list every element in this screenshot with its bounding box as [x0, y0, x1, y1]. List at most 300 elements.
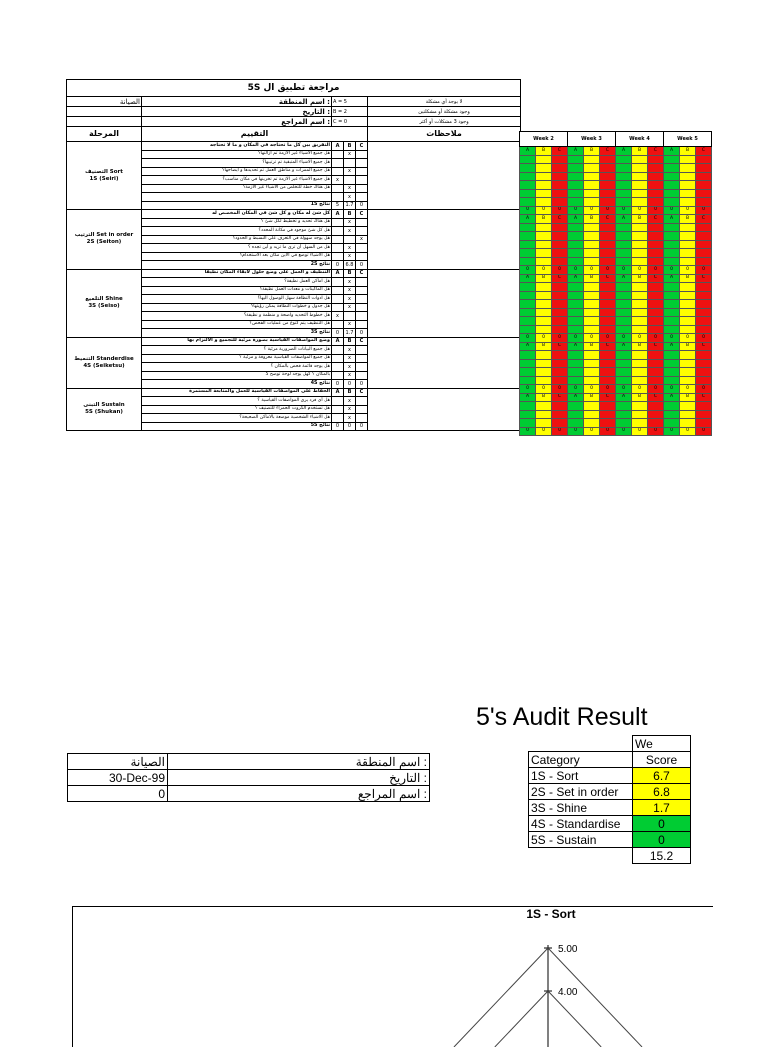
week-mark-cell[interactable]	[616, 240, 632, 249]
week-mark-cell[interactable]	[600, 410, 616, 419]
week-mark-cell[interactable]	[616, 351, 632, 360]
mark-b[interactable]: x	[344, 244, 356, 253]
mark-b[interactable]: x	[344, 354, 356, 363]
week-mark-cell[interactable]	[680, 189, 696, 198]
week-mark-cell[interactable]	[536, 308, 552, 317]
week-mark-cell[interactable]	[536, 359, 552, 368]
week-mark-cell[interactable]	[584, 308, 600, 317]
week-mark-cell[interactable]	[584, 249, 600, 258]
week-mark-cell[interactable]	[552, 240, 568, 249]
week-mark-cell[interactable]	[648, 181, 664, 190]
mark-c[interactable]	[356, 397, 368, 406]
week-mark-cell[interactable]	[664, 257, 680, 266]
week-mark-cell[interactable]	[696, 317, 712, 326]
week-mark-cell[interactable]	[648, 368, 664, 377]
week-mark-cell[interactable]	[648, 300, 664, 309]
week-mark-cell[interactable]	[568, 257, 584, 266]
week-mark-cell[interactable]	[600, 249, 616, 258]
week-mark-cell[interactable]	[616, 198, 632, 207]
week-mark-cell[interactable]	[584, 257, 600, 266]
week-mark-cell[interactable]	[584, 223, 600, 232]
week-mark-cell[interactable]	[680, 249, 696, 258]
week-mark-cell[interactable]	[568, 325, 584, 334]
week-mark-cell[interactable]	[680, 359, 696, 368]
week-mark-cell[interactable]	[552, 189, 568, 198]
week-mark-cell[interactable]	[568, 291, 584, 300]
week-mark-cell[interactable]	[600, 232, 616, 241]
week-mark-cell[interactable]	[696, 376, 712, 385]
week-mark-cell[interactable]	[648, 376, 664, 385]
week-mark-cell[interactable]	[664, 223, 680, 232]
week-mark-cell[interactable]	[584, 351, 600, 360]
mark-c[interactable]	[356, 252, 368, 261]
mark-a[interactable]	[332, 244, 344, 253]
week-mark-cell[interactable]	[536, 181, 552, 190]
week-mark-cell[interactable]	[664, 164, 680, 173]
week-mark-cell[interactable]	[696, 308, 712, 317]
week-mark-cell[interactable]	[584, 359, 600, 368]
week-mark-cell[interactable]	[536, 249, 552, 258]
week-mark-cell[interactable]	[584, 283, 600, 292]
week-mark-cell[interactable]	[648, 291, 664, 300]
week-mark-cell[interactable]	[600, 308, 616, 317]
week-mark-cell[interactable]	[616, 317, 632, 326]
week-mark-cell[interactable]	[584, 240, 600, 249]
week-mark-cell[interactable]	[648, 155, 664, 164]
week-mark-cell[interactable]	[552, 402, 568, 411]
week-mark-cell[interactable]	[568, 359, 584, 368]
week-mark-cell[interactable]	[536, 317, 552, 326]
mark-c[interactable]	[356, 320, 368, 329]
week-mark-cell[interactable]	[584, 164, 600, 173]
week-mark-cell[interactable]	[616, 232, 632, 241]
week-mark-cell[interactable]	[680, 198, 696, 207]
week-mark-cell[interactable]	[680, 419, 696, 428]
week-mark-cell[interactable]	[536, 283, 552, 292]
week-mark-cell[interactable]	[600, 419, 616, 428]
week-mark-cell[interactable]	[600, 368, 616, 377]
week-mark-cell[interactable]	[632, 325, 648, 334]
week-mark-cell[interactable]	[600, 402, 616, 411]
week-mark-cell[interactable]	[520, 368, 536, 377]
week-mark-cell[interactable]	[600, 325, 616, 334]
week-mark-cell[interactable]	[632, 317, 648, 326]
week-mark-cell[interactable]	[632, 257, 648, 266]
week-mark-cell[interactable]	[568, 164, 584, 173]
mark-a[interactable]	[332, 235, 344, 244]
week-mark-cell[interactable]	[648, 419, 664, 428]
mark-c[interactable]	[356, 193, 368, 202]
week-mark-cell[interactable]	[664, 181, 680, 190]
mark-c[interactable]	[356, 405, 368, 414]
week-mark-cell[interactable]	[552, 249, 568, 258]
mark-c[interactable]	[356, 227, 368, 236]
week-mark-cell[interactable]	[616, 189, 632, 198]
week-mark-cell[interactable]	[664, 198, 680, 207]
week-mark-cell[interactable]	[536, 402, 552, 411]
week-mark-cell[interactable]	[584, 232, 600, 241]
week-mark-cell[interactable]	[616, 325, 632, 334]
week-mark-cell[interactable]	[520, 249, 536, 258]
week-mark-cell[interactable]	[600, 283, 616, 292]
week-mark-cell[interactable]	[536, 198, 552, 207]
week-mark-cell[interactable]	[664, 308, 680, 317]
week-mark-cell[interactable]	[584, 325, 600, 334]
week-mark-cell[interactable]	[696, 223, 712, 232]
mark-a[interactable]	[332, 371, 344, 380]
week-mark-cell[interactable]	[632, 351, 648, 360]
week-mark-cell[interactable]	[536, 223, 552, 232]
week-mark-cell[interactable]	[520, 419, 536, 428]
week-mark-cell[interactable]	[520, 181, 536, 190]
week-mark-cell[interactable]	[648, 232, 664, 241]
week-mark-cell[interactable]	[600, 223, 616, 232]
week-mark-cell[interactable]	[680, 155, 696, 164]
week-mark-cell[interactable]	[664, 240, 680, 249]
week-mark-cell[interactable]	[632, 164, 648, 173]
mark-b[interactable]: x	[344, 363, 356, 372]
week-mark-cell[interactable]	[520, 155, 536, 164]
week-mark-cell[interactable]	[568, 232, 584, 241]
mark-c[interactable]	[356, 167, 368, 176]
week-mark-cell[interactable]	[520, 402, 536, 411]
week-mark-cell[interactable]	[616, 172, 632, 181]
week-mark-cell[interactable]	[648, 351, 664, 360]
week-mark-cell[interactable]	[600, 376, 616, 385]
week-mark-cell[interactable]	[696, 351, 712, 360]
week-mark-cell[interactable]	[600, 240, 616, 249]
week-mark-cell[interactable]	[520, 300, 536, 309]
mark-b[interactable]: x	[344, 218, 356, 227]
week-mark-cell[interactable]	[616, 402, 632, 411]
week-mark-cell[interactable]	[536, 164, 552, 173]
week-mark-cell[interactable]	[696, 368, 712, 377]
week-mark-cell[interactable]	[536, 325, 552, 334]
mark-a[interactable]	[332, 227, 344, 236]
week-mark-cell[interactable]	[584, 368, 600, 377]
week-mark-cell[interactable]	[648, 283, 664, 292]
week-mark-cell[interactable]	[616, 181, 632, 190]
week-mark-cell[interactable]	[600, 291, 616, 300]
week-mark-cell[interactable]	[648, 410, 664, 419]
week-mark-cell[interactable]	[632, 376, 648, 385]
week-mark-cell[interactable]	[520, 291, 536, 300]
week-mark-cell[interactable]	[600, 155, 616, 164]
week-mark-cell[interactable]	[616, 164, 632, 173]
week-mark-cell[interactable]	[616, 155, 632, 164]
week-mark-cell[interactable]	[536, 368, 552, 377]
week-mark-cell[interactable]	[696, 359, 712, 368]
week-mark-cell[interactable]	[680, 240, 696, 249]
week-mark-cell[interactable]	[680, 402, 696, 411]
mark-b[interactable]: x	[344, 397, 356, 406]
week-mark-cell[interactable]	[696, 198, 712, 207]
week-mark-cell[interactable]	[600, 189, 616, 198]
week-mark-cell[interactable]	[664, 155, 680, 164]
week-mark-cell[interactable]	[600, 317, 616, 326]
week-mark-cell[interactable]	[648, 189, 664, 198]
week-mark-cell[interactable]	[632, 283, 648, 292]
week-mark-cell[interactable]	[584, 198, 600, 207]
week-mark-cell[interactable]	[568, 317, 584, 326]
week-mark-cell[interactable]	[600, 359, 616, 368]
week-mark-cell[interactable]	[600, 351, 616, 360]
week-mark-cell[interactable]	[680, 172, 696, 181]
week-mark-cell[interactable]	[648, 198, 664, 207]
week-mark-cell[interactable]	[696, 291, 712, 300]
mark-c[interactable]	[356, 159, 368, 168]
week-mark-cell[interactable]	[568, 351, 584, 360]
mark-c[interactable]	[356, 303, 368, 312]
mark-a[interactable]	[332, 354, 344, 363]
mark-b[interactable]: x	[344, 405, 356, 414]
week-mark-cell[interactable]	[664, 376, 680, 385]
week-mark-cell[interactable]	[568, 240, 584, 249]
week-mark-cell[interactable]	[664, 368, 680, 377]
week-mark-cell[interactable]	[520, 376, 536, 385]
week-mark-cell[interactable]	[520, 351, 536, 360]
week-mark-cell[interactable]	[536, 240, 552, 249]
week-mark-cell[interactable]	[552, 198, 568, 207]
mark-b[interactable]	[344, 159, 356, 168]
week-mark-cell[interactable]	[568, 283, 584, 292]
week-mark-cell[interactable]	[536, 376, 552, 385]
week-mark-cell[interactable]	[536, 257, 552, 266]
week-mark-cell[interactable]	[664, 291, 680, 300]
week-mark-cell[interactable]	[696, 419, 712, 428]
week-mark-cell[interactable]	[664, 283, 680, 292]
week-mark-cell[interactable]	[616, 410, 632, 419]
mark-a[interactable]	[332, 414, 344, 423]
mark-c[interactable]	[356, 346, 368, 355]
week-mark-cell[interactable]	[696, 283, 712, 292]
week-mark-cell[interactable]	[520, 359, 536, 368]
mark-a[interactable]	[332, 397, 344, 406]
mark-c[interactable]	[356, 244, 368, 253]
week-mark-cell[interactable]	[696, 410, 712, 419]
week-mark-cell[interactable]	[600, 198, 616, 207]
week-mark-cell[interactable]	[552, 325, 568, 334]
week-mark-cell[interactable]	[680, 181, 696, 190]
mark-b[interactable]: x	[344, 320, 356, 329]
week-mark-cell[interactable]	[680, 232, 696, 241]
mark-c[interactable]	[356, 295, 368, 304]
week-mark-cell[interactable]	[536, 300, 552, 309]
week-mark-cell[interactable]	[616, 291, 632, 300]
mark-b[interactable]: x	[344, 184, 356, 193]
week-mark-cell[interactable]	[536, 172, 552, 181]
mark-b[interactable]	[344, 235, 356, 244]
week-mark-cell[interactable]	[568, 198, 584, 207]
week-mark-cell[interactable]	[632, 240, 648, 249]
week-mark-cell[interactable]	[680, 223, 696, 232]
week-mark-cell[interactable]	[552, 283, 568, 292]
mark-c[interactable]	[356, 176, 368, 185]
week-mark-cell[interactable]	[616, 308, 632, 317]
week-mark-cell[interactable]	[632, 232, 648, 241]
week-mark-cell[interactable]	[680, 300, 696, 309]
mark-a[interactable]	[332, 346, 344, 355]
week-mark-cell[interactable]	[520, 240, 536, 249]
week-mark-cell[interactable]	[552, 257, 568, 266]
week-mark-cell[interactable]	[616, 249, 632, 258]
week-mark-cell[interactable]	[648, 308, 664, 317]
mark-a[interactable]	[332, 320, 344, 329]
week-mark-cell[interactable]	[632, 249, 648, 258]
week-mark-cell[interactable]	[616, 257, 632, 266]
week-mark-cell[interactable]	[552, 172, 568, 181]
week-mark-cell[interactable]	[680, 317, 696, 326]
week-mark-cell[interactable]	[616, 283, 632, 292]
week-mark-cell[interactable]	[600, 164, 616, 173]
week-mark-cell[interactable]	[584, 376, 600, 385]
week-mark-cell[interactable]	[600, 300, 616, 309]
mark-a[interactable]	[332, 159, 344, 168]
week-mark-cell[interactable]	[584, 172, 600, 181]
mark-a[interactable]: x	[332, 312, 344, 321]
week-mark-cell[interactable]	[536, 155, 552, 164]
week-mark-cell[interactable]	[616, 368, 632, 377]
mark-c[interactable]	[356, 278, 368, 287]
mark-c[interactable]	[356, 150, 368, 159]
week-mark-cell[interactable]	[696, 189, 712, 198]
week-mark-cell[interactable]	[520, 232, 536, 241]
mark-a[interactable]	[332, 150, 344, 159]
week-mark-cell[interactable]	[696, 240, 712, 249]
week-mark-cell[interactable]	[696, 164, 712, 173]
week-mark-cell[interactable]	[568, 376, 584, 385]
mark-c[interactable]	[356, 363, 368, 372]
week-mark-cell[interactable]	[520, 198, 536, 207]
week-mark-cell[interactable]	[664, 172, 680, 181]
week-mark-cell[interactable]	[616, 359, 632, 368]
week-mark-cell[interactable]	[664, 351, 680, 360]
mark-c[interactable]	[356, 218, 368, 227]
week-mark-cell[interactable]	[648, 223, 664, 232]
mark-c[interactable]: x	[356, 235, 368, 244]
week-mark-cell[interactable]	[616, 419, 632, 428]
week-mark-cell[interactable]	[664, 249, 680, 258]
week-mark-cell[interactable]	[584, 317, 600, 326]
week-mark-cell[interactable]	[600, 257, 616, 266]
week-mark-cell[interactable]	[632, 419, 648, 428]
mark-a[interactable]	[332, 363, 344, 372]
week-mark-cell[interactable]	[680, 257, 696, 266]
mark-a[interactable]	[332, 405, 344, 414]
week-mark-cell[interactable]	[552, 317, 568, 326]
week-mark-cell[interactable]	[632, 359, 648, 368]
mark-c[interactable]	[356, 184, 368, 193]
week-mark-cell[interactable]	[664, 410, 680, 419]
week-mark-cell[interactable]	[568, 189, 584, 198]
week-mark-cell[interactable]	[536, 291, 552, 300]
mark-b[interactable]: x	[344, 371, 356, 380]
mark-a[interactable]	[332, 295, 344, 304]
week-mark-cell[interactable]	[536, 351, 552, 360]
week-mark-cell[interactable]	[568, 308, 584, 317]
week-mark-cell[interactable]	[520, 325, 536, 334]
mark-a[interactable]	[332, 218, 344, 227]
week-mark-cell[interactable]	[648, 317, 664, 326]
week-mark-cell[interactable]	[632, 410, 648, 419]
week-mark-cell[interactable]	[696, 257, 712, 266]
week-mark-cell[interactable]	[680, 368, 696, 377]
week-mark-cell[interactable]	[664, 300, 680, 309]
week-mark-cell[interactable]	[584, 300, 600, 309]
week-mark-cell[interactable]	[568, 249, 584, 258]
week-mark-cell[interactable]	[520, 317, 536, 326]
week-mark-cell[interactable]	[552, 164, 568, 173]
week-mark-cell[interactable]	[584, 189, 600, 198]
week-mark-cell[interactable]	[664, 359, 680, 368]
week-mark-cell[interactable]	[552, 181, 568, 190]
mark-b[interactable]	[344, 176, 356, 185]
week-mark-cell[interactable]	[520, 172, 536, 181]
week-mark-cell[interactable]	[568, 300, 584, 309]
week-mark-cell[interactable]	[584, 181, 600, 190]
mark-b[interactable]: x	[344, 346, 356, 355]
week-mark-cell[interactable]	[520, 189, 536, 198]
week-mark-cell[interactable]	[680, 376, 696, 385]
week-mark-cell[interactable]	[680, 291, 696, 300]
mark-c[interactable]	[356, 286, 368, 295]
week-mark-cell[interactable]	[568, 402, 584, 411]
week-mark-cell[interactable]	[632, 198, 648, 207]
week-mark-cell[interactable]	[536, 189, 552, 198]
week-mark-cell[interactable]	[680, 410, 696, 419]
week-mark-cell[interactable]	[696, 172, 712, 181]
week-mark-cell[interactable]	[664, 419, 680, 428]
week-mark-cell[interactable]	[584, 410, 600, 419]
mark-b[interactable]: x	[344, 227, 356, 236]
week-mark-cell[interactable]	[536, 410, 552, 419]
week-mark-cell[interactable]	[520, 283, 536, 292]
week-mark-cell[interactable]	[584, 155, 600, 164]
mark-b[interactable]: x	[344, 278, 356, 287]
week-mark-cell[interactable]	[520, 223, 536, 232]
week-mark-cell[interactable]	[648, 164, 664, 173]
week-mark-cell[interactable]	[632, 172, 648, 181]
week-mark-cell[interactable]	[584, 419, 600, 428]
week-mark-cell[interactable]	[680, 308, 696, 317]
week-mark-cell[interactable]	[552, 308, 568, 317]
week-mark-cell[interactable]	[552, 376, 568, 385]
mark-c[interactable]	[356, 312, 368, 321]
week-mark-cell[interactable]	[552, 300, 568, 309]
mark-b[interactable]: x	[344, 150, 356, 159]
week-mark-cell[interactable]	[552, 351, 568, 360]
week-mark-cell[interactable]	[520, 410, 536, 419]
week-mark-cell[interactable]	[696, 300, 712, 309]
week-mark-cell[interactable]	[584, 291, 600, 300]
mark-b[interactable]	[344, 312, 356, 321]
week-mark-cell[interactable]	[696, 249, 712, 258]
week-mark-cell[interactable]	[536, 232, 552, 241]
week-mark-cell[interactable]	[680, 325, 696, 334]
mark-a[interactable]	[332, 184, 344, 193]
mark-b[interactable]: x	[344, 286, 356, 295]
mark-a[interactable]	[332, 167, 344, 176]
week-mark-cell[interactable]	[568, 368, 584, 377]
mark-a[interactable]	[332, 286, 344, 295]
week-mark-cell[interactable]	[696, 232, 712, 241]
week-mark-cell[interactable]	[552, 410, 568, 419]
mark-b[interactable]: x	[344, 303, 356, 312]
mark-a[interactable]	[332, 252, 344, 261]
week-mark-cell[interactable]	[664, 317, 680, 326]
week-mark-cell[interactable]	[632, 223, 648, 232]
week-mark-cell[interactable]	[632, 181, 648, 190]
